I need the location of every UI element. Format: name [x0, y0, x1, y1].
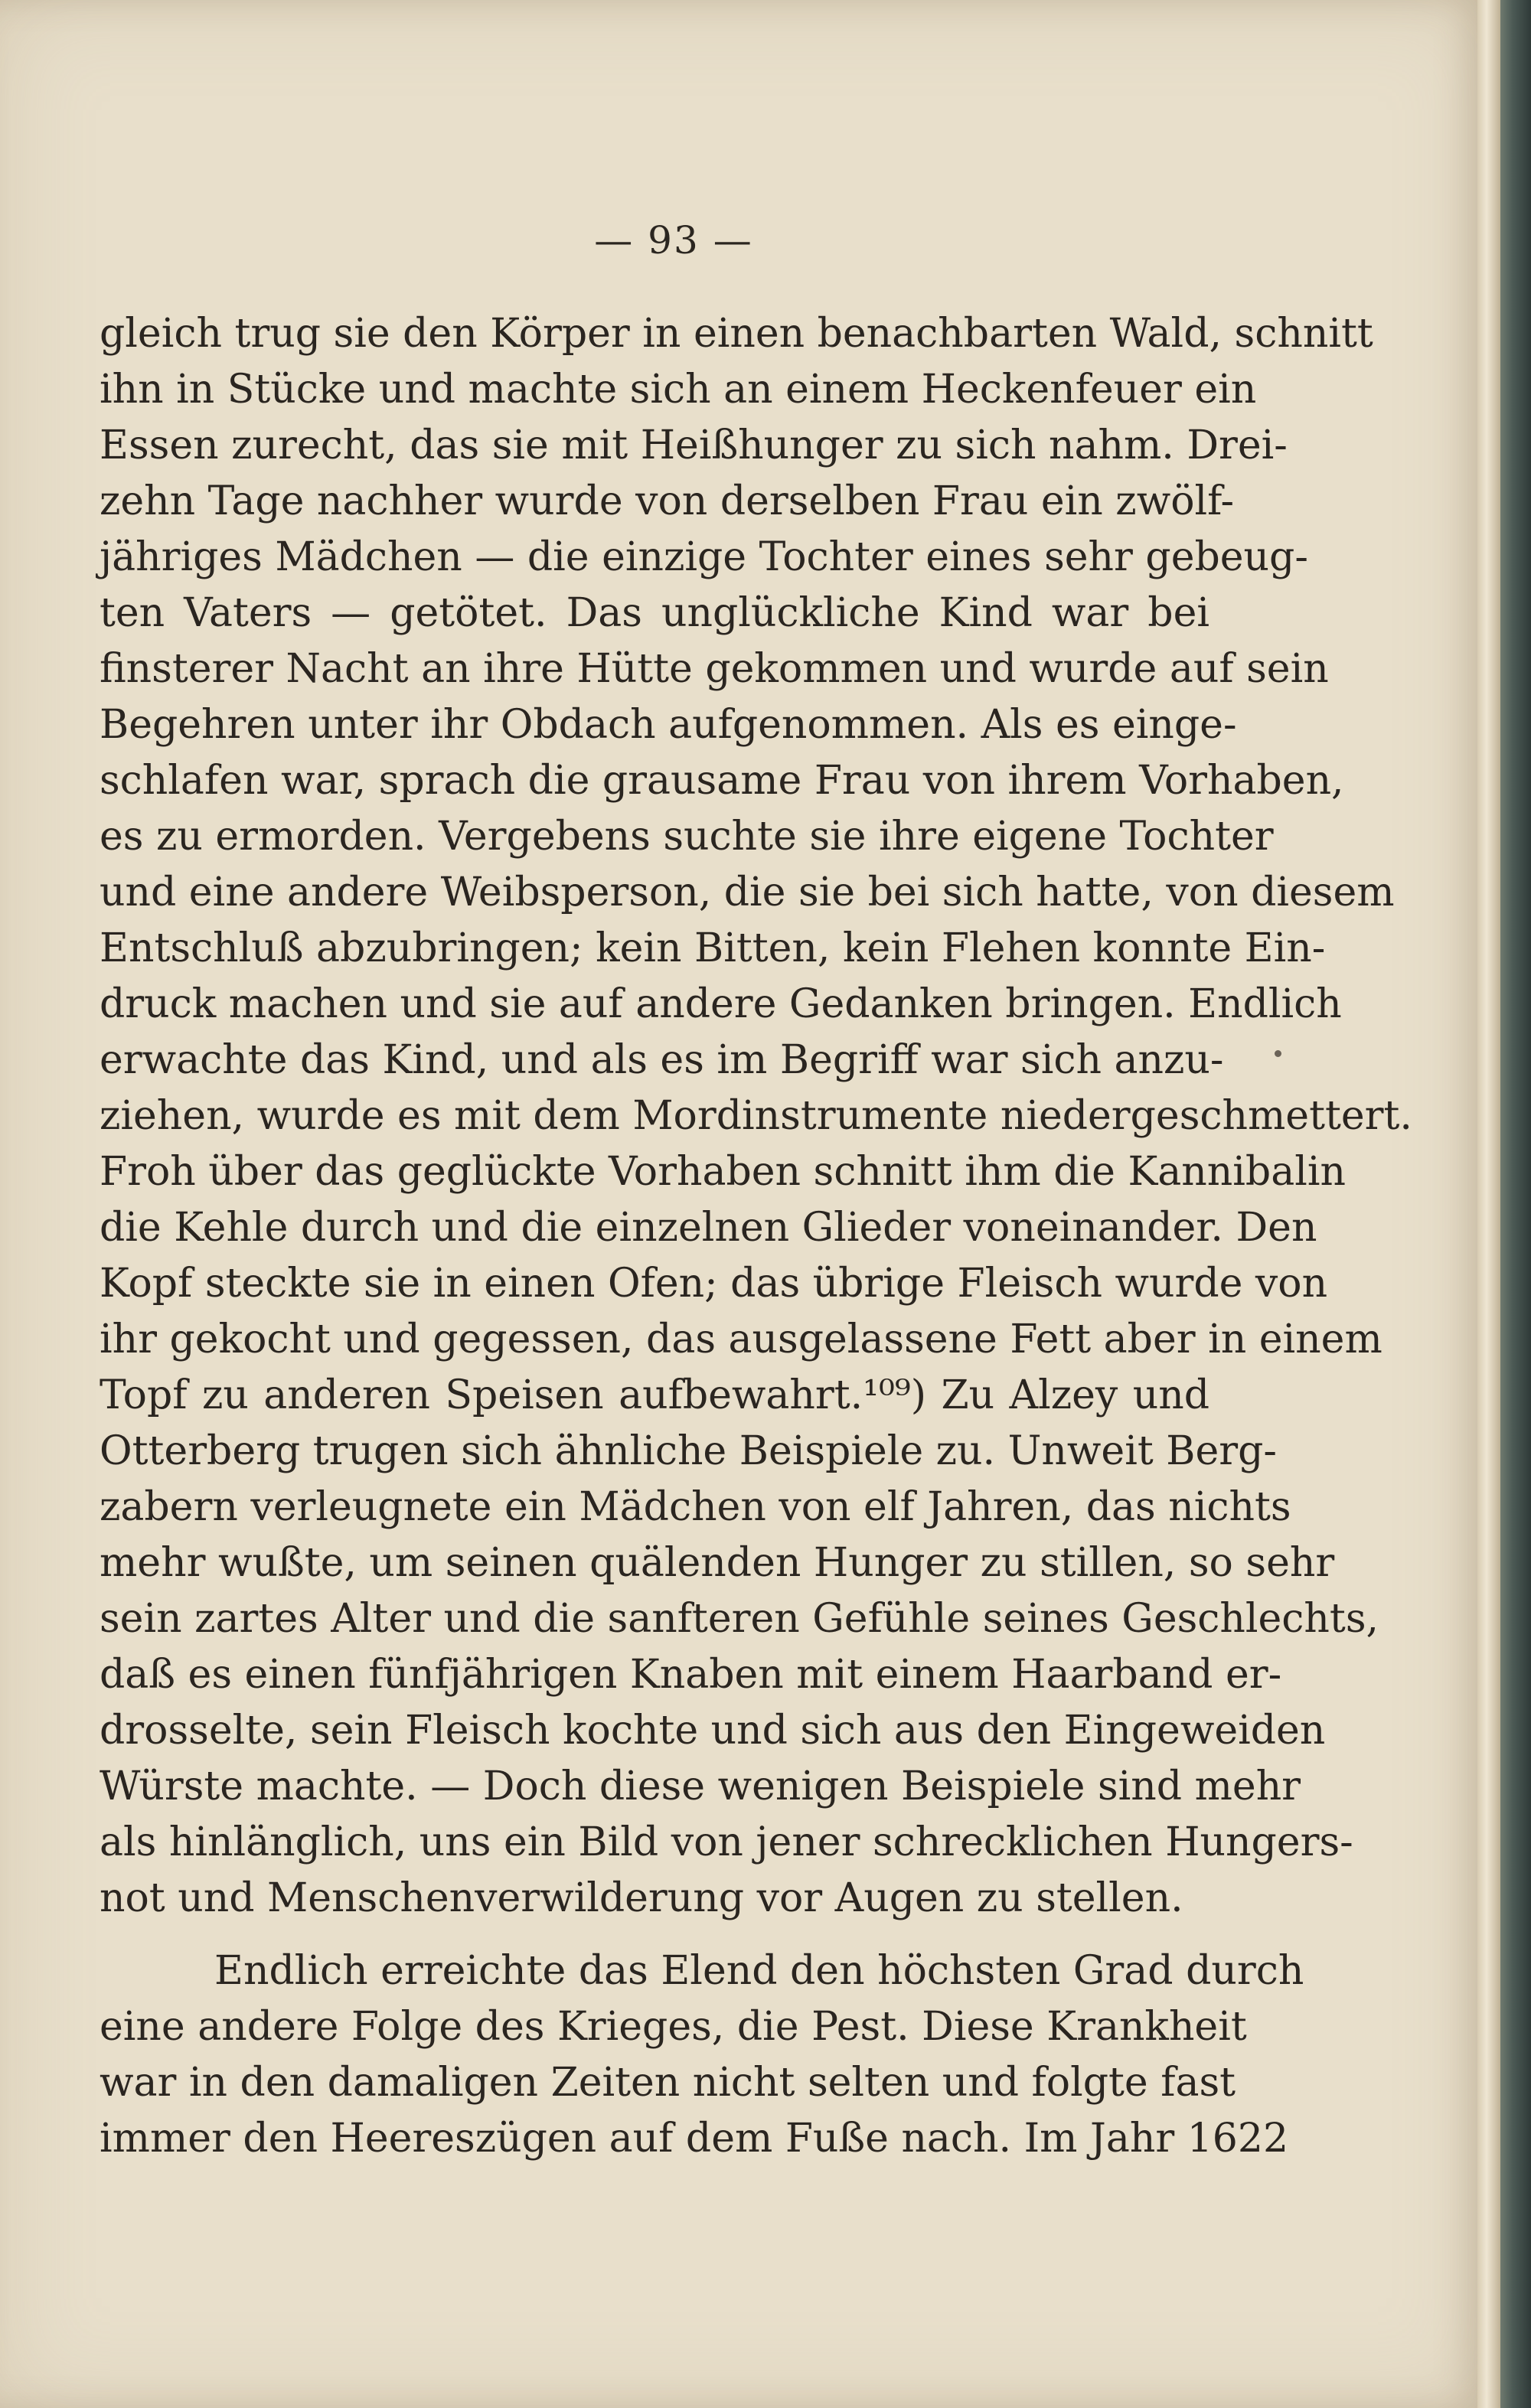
text-line: Würste machte. — Doch diese wenigen Beispiele sind mehr — [100, 1764, 1301, 1809]
text-line: erwachte das Kind, und als es im Begriff war sich anzu- — [100, 1037, 1224, 1083]
text-line: als hinlänglich, uns ein Bild von jener schrecklichen Hungers- — [100, 1819, 1353, 1865]
text-line: Froh über das geglückte Vorhaben schnitt ihm die Kannibalin — [100, 1149, 1346, 1195]
text-line: sein zartes Alter und die sanfteren Gefühle seines Geschlechts, — [100, 1596, 1379, 1642]
text-line: immer den Heereszügen auf dem Fuße nach. Im Jahr 1622 — [100, 2116, 1289, 2162]
book-binding — [1500, 0, 1531, 2408]
ink-speck — [1275, 1050, 1281, 1057]
text-line: druck machen und sie auf andere Gedanken bringen. Endlich — [100, 981, 1342, 1027]
text-line: ihn in Stücke und machte sich an einem Heckenfeuer ein — [100, 367, 1257, 413]
text-line: zabern verleugnete ein Mädchen von elf Jahren, das nichts — [100, 1484, 1291, 1530]
text-line: schlafen war, sprach die grausame Frau von ihrem Vorhaben, — [100, 758, 1344, 804]
text-line: Essen zurecht, das sie mit Heißhunger zu sich nahm. Drei- — [100, 423, 1288, 468]
page-edge — [1477, 0, 1500, 2408]
text-line: war in den damaligen Zeiten nicht selten und folgte fast — [100, 2060, 1236, 2106]
text-line: es zu ermorden. Vergebens suchte sie ihre eigene Tochter — [100, 814, 1274, 860]
text-line: Entschluß abzubringen; kein Bitten, kein Flehen konnte Ein- — [100, 925, 1326, 971]
text-line: ziehen, wurde es mit dem Mordinstrumente niedergeschmettert. — [100, 1093, 1412, 1139]
text-line: jähriges Mädchen — die einzige Tochter eines sehr gebeug- — [100, 534, 1308, 580]
text-line: not und Menschenverwilderung vor Augen zu stellen. — [100, 1875, 1183, 1921]
page-number: — 93 — — [594, 218, 753, 263]
text-line: die Kehle durch und die einzelnen Glieder voneinander. Den — [100, 1205, 1317, 1251]
text-line: eine andere Folge des Krieges, die Pest. Diese Krankheit — [100, 2004, 1247, 2050]
text-line: Topf zu anderen Speisen aufbewahrt.¹⁰⁹) Zu Alzey und — [100, 1372, 1209, 1418]
text-line: drosselte, sein Fleisch kochte und sich aus den Eingeweiden — [100, 1708, 1326, 1754]
text-line: finsterer Nacht an ihre Hütte gekommen und wurde auf sein — [100, 646, 1329, 692]
text-line: gleich trug sie den Körper in einen benachbarten Wald, schnitt — [100, 311, 1373, 357]
text-line: ihr gekocht und gegessen, das ausgelassene Fett aber in einem — [100, 1317, 1382, 1362]
text-line: mehr wußte, um seinen quälenden Hunger zu stillen, so sehr — [100, 1540, 1335, 1586]
body-text — [100, 306, 1412, 2167]
text-line: ten Vaters — getötet. Das unglückliche Kind war bei — [100, 590, 1209, 636]
paragraph-start-line: Endlich erreichte das Elend den höchsten Grad durch — [214, 1948, 1304, 1994]
text-line: Begehren unter ihr Obdach aufgenommen. Als es einge- — [100, 702, 1237, 748]
text-line: Kopf steckte sie in einen Ofen; das übrige Fleisch wurde von — [100, 1261, 1328, 1307]
text-line: und eine andere Weibsperson, die sie bei sich hatte, von diesem — [100, 870, 1395, 915]
text-line: Otterberg trugen sich ähnliche Beispiele zu. Unweit Berg- — [100, 1428, 1277, 1474]
text-line: zehn Tage nachher wurde von derselben Frau ein zwölf- — [100, 478, 1235, 524]
text-line: daß es einen fünfjährigen Knaben mit einem Haarband er- — [100, 1652, 1282, 1698]
